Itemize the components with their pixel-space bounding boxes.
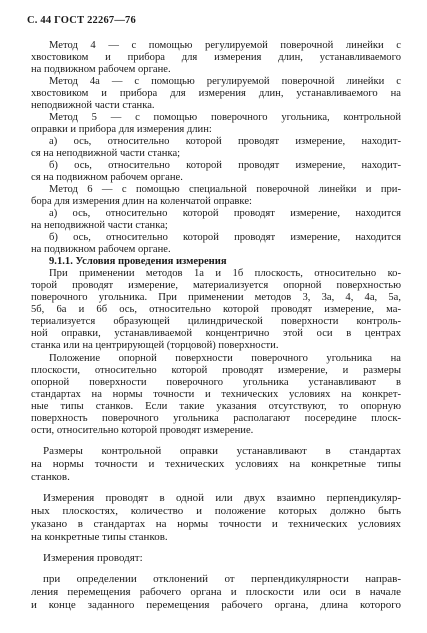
text-line: Измерения проводят в одной или двух взаимно перпендикуляр- (43, 493, 401, 504)
text-line: а) ось, относительно которой проводят измерение, находится (49, 208, 401, 219)
text-line: ной оправки, устанавливаемой концентрично этой оси в центрах (31, 328, 401, 339)
text-line: Положение опорной поверхности поверочного угольника на (49, 353, 401, 364)
text-line: ся на неподвижной части станка; (31, 148, 181, 159)
page-number: С. 44 (27, 15, 52, 26)
page-header (27, 15, 136, 26)
text-line: ные типы станков. Если такие указания отсутствуют, то опорную (31, 401, 401, 412)
text-line: на неподвижной части станка; (31, 220, 168, 231)
text-line: стандартах на нормы точности и технических условиях на конкрет- (31, 389, 401, 400)
text-line: при определении отклонений от перпендикулярности направ- (43, 574, 401, 585)
text-line: ся на подвижном рабочем органе. (31, 172, 183, 183)
text-line: торой проводят измерение, материализуется опорной поверхностью (31, 280, 401, 291)
text-line: на подвижном рабочем органе. (31, 64, 171, 75)
text-line: Измерения проводят: (43, 553, 143, 564)
text-line: поверочного угольника. При применении методов 3, 3а, 4, 4а, 5а, (31, 292, 401, 303)
text-line: оправки и прибора для измерения длин: (31, 124, 212, 135)
text-line: указано в стандартах на нормы точности и технических условиях (31, 519, 401, 530)
text-line: ных плоскостях, количество и положение которых должно быть (31, 506, 401, 517)
text-line: неподвижной части станка. (31, 100, 155, 111)
text-line: ости, относительно которой проводят измерение. (31, 425, 254, 436)
text-line: плоскости, относительно которой проводят измерение, и размеры (31, 365, 401, 376)
text-line: станка или на центрирующей (торцовой) поверхности. (31, 340, 279, 351)
standard-id: ГОСТ 22267—76 (54, 15, 136, 26)
text-line: Метод 5 — с помощью поверочного угольника, контрольной (49, 112, 401, 123)
text-line: ления перемещения рабочего органа и плоскости или оси в начале (31, 587, 401, 598)
text-line: Размеры контрольной оправки устанавливают в стандартах (43, 446, 401, 457)
text-line: Метод 4а — с помощью регулируемой поверочной линейки с (49, 76, 401, 87)
text-line: на конкретные типы станков. (31, 532, 168, 543)
text-line: на нормы точности и технических условиях на конкретные типы (31, 459, 401, 470)
text-line: бора для измерения длин на коленчатой оправке: (31, 196, 252, 207)
text-line: Метод 6 — с помощью специальной поверочной линейки и при- (49, 184, 401, 195)
text-line: а) ось, относительно которой проводят измерение, находит- (49, 136, 401, 147)
text-line: б) ось, относительно которой проводят измерение, находится (49, 232, 401, 243)
text-line: хвостовиком и прибора для измерения длин, устанавливаемого (31, 52, 401, 63)
text-line: Метод 4 — с помощью регулируемой поверочной линейки с (49, 40, 401, 51)
text-line: териализуется образующей цилиндрической поверхности контроль- (31, 316, 401, 327)
text-line: 5б, 6а и 6б ось, относительно которой проводят измерение, ма- (31, 304, 401, 315)
text-line: б) ось, относительно которой проводят измерение, находит- (49, 160, 401, 171)
text-line: опорной поверхности поверочного угольника устанавливают в (31, 377, 401, 388)
text-line: поверхность поверочного угольника располагают посередине плоск- (31, 413, 401, 424)
text-line: При применении методов 1а и 1б плоскость, относительно ко- (49, 268, 401, 279)
text-line: и конце заданного перемещения рабочего органа, длина которого (31, 600, 401, 611)
text-line: станков. (31, 472, 70, 483)
text-line: хвостовиком и прибора для измерения длин, устанавливаемого на (31, 88, 401, 99)
text-line: на подвижном рабочем органе. (31, 244, 171, 255)
section-heading: 9.1.1. Условия проведения измерения (49, 256, 227, 267)
